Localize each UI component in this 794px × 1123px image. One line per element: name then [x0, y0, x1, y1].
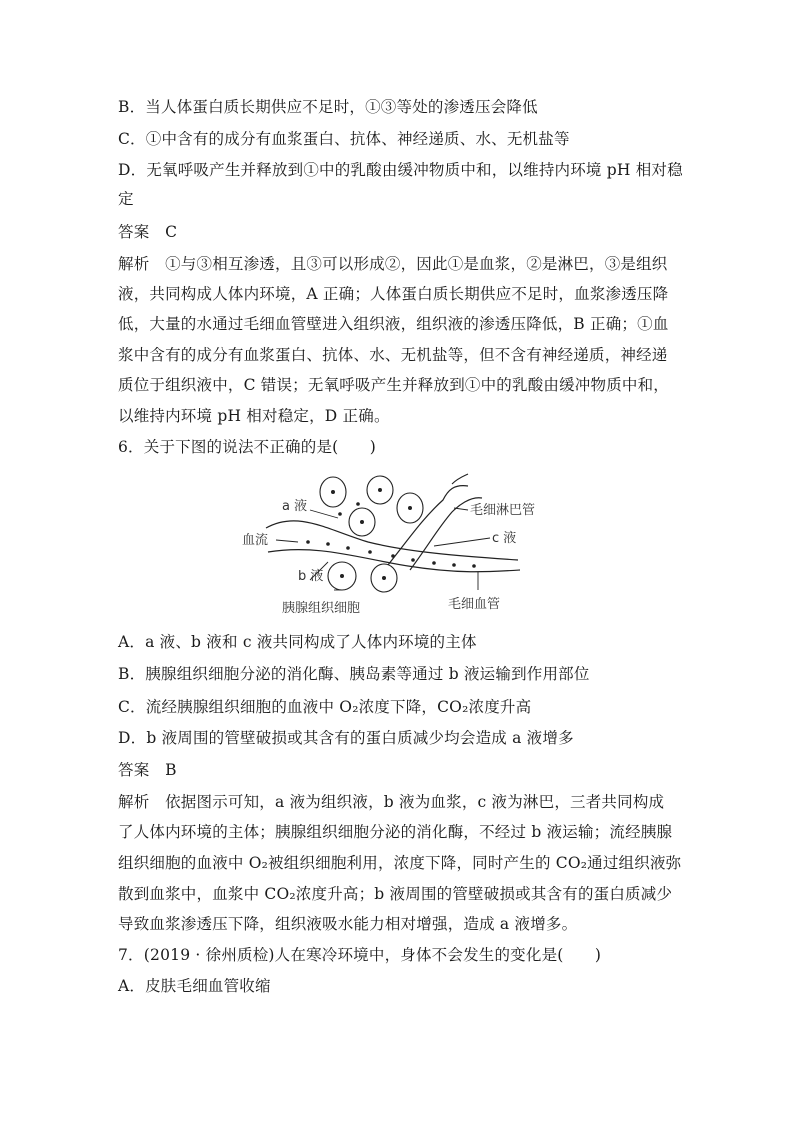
internal-environment-figure: [238, 470, 558, 620]
label-blood-flow: 血流: [242, 533, 269, 548]
q6-analysis-line: 组织细胞的血液中 O₂被组织细胞利用，浓度下降，同时产生的 CO₂通过组织液弥: [118, 854, 682, 872]
q6-analysis-line: 导致血浆渗透压下降，组织液吸水能力相对增强，造成 a 液增多。: [118, 915, 578, 933]
capillary-wall-upper: [266, 521, 518, 560]
q5-analysis-line: 浆中含有的成分有血浆蛋白、抗体、水、无机盐等，但不含有神经递质，神经递: [118, 346, 668, 364]
label-lymph-capillary: 毛细淋巴管: [470, 503, 536, 518]
q5-analysis-line: 以维持内环境 pH 相对稳定，D 正确。: [118, 407, 390, 425]
q6-option-b: B．胰腺组织细胞分泌的消化酶、胰岛素等通过 b 液运输到作用部位: [118, 665, 590, 683]
q6-answer: 答案 B: [118, 761, 177, 779]
q5-answer: 答案 C: [118, 223, 178, 241]
q5-analysis-line: 质位于组织液中，C 错误；无氧呼吸产生并释放到①中的乳酸由缓冲物质中和，: [118, 376, 669, 394]
q5-option-c: C．①中含有的成分有血浆蛋白、抗体、神经递质、水、无机盐等: [118, 130, 570, 148]
label-a-fluid: a 液: [282, 499, 308, 514]
q6-option-d: D．b 液周围的管壁破损或其含有的蛋白质减少均会造成 a 液增多: [118, 729, 574, 747]
q6-analysis-line: 解析 依据图示可知，a 液为组织液，b 液为血浆，c 液为淋巴，三者共同构成: [118, 793, 665, 811]
q6-option-c: C．流经胰腺组织细胞的血液中 O₂浓度下降，CO₂浓度升高: [118, 698, 532, 716]
label-pancreas-cell: 胰腺组织细胞: [282, 601, 361, 616]
label-c-fluid: c 液: [492, 531, 517, 546]
q5-analysis-line: 液，共同构成人体内环境，A 正确；人体蛋白质长期供应不足时，血浆渗透压降: [118, 285, 669, 303]
q5-option-d-line2: 定: [118, 190, 134, 208]
label-blood-capillary: 毛细血管: [448, 597, 501, 612]
q5-option-b: B．当人体蛋白质长期供应不足时，①③等处的渗透压会降低: [118, 98, 538, 116]
q6-option-a: A．a 液、b 液和 c 液共同构成了人体内环境的主体: [118, 633, 477, 651]
q7-stem: 7．(2019 · 徐州质检)人在寒冷环境中，身体不会发生的变化是( ): [118, 946, 602, 964]
q7-option-a: A．皮肤毛细血管收缩: [118, 977, 271, 995]
q6-stem: 6．关于下图的说法不正确的是( ): [118, 438, 377, 456]
q5-analysis-line: 低，大量的水通过毛细血管壁进入组织液，组织液的渗透压降低，B 正确；①血: [118, 315, 669, 333]
q6-analysis-line: 散到血浆中，血浆中 CO₂浓度升高；b 液周围的管壁破损或其含有的蛋白质减少: [118, 885, 673, 903]
q5-option-d-line1: D．无氧呼吸产生并释放到①中的乳酸由缓冲物质中和，以维持内环境 pH 相对稳: [118, 161, 683, 179]
label-b-fluid: b 液: [298, 569, 324, 584]
q5-analysis-line: 解析 ①与③相互渗透，且③可以形成②，因此①是血浆，②是淋巴，③是组织: [118, 255, 668, 273]
blood-particles: [306, 502, 476, 568]
q6-analysis-line: 了人体内环境的主体；胰腺组织细胞分泌的消化酶，不经过 b 液运输；流经胰腺: [118, 823, 673, 841]
